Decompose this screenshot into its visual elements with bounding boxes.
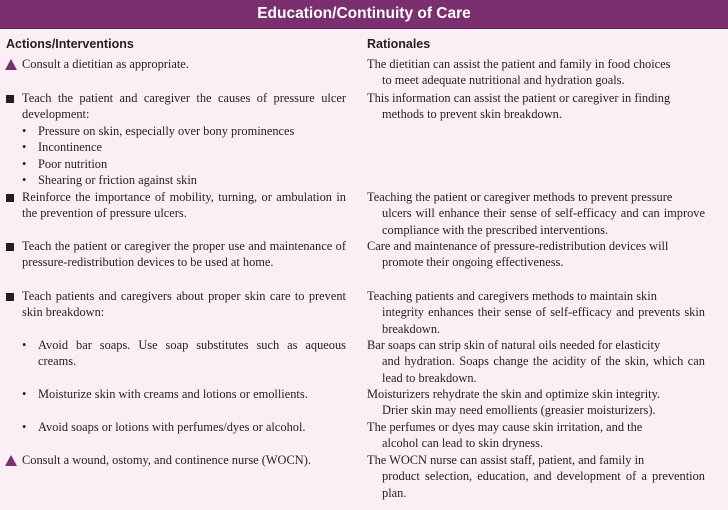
- rationale-text: The WOCN nurse can assist staff, patient, and family in product selection, education, and development of a prevention plan.: [367, 453, 705, 500]
- rationale-text: This information can assist the patient or caregiver in finding methods to prevent skin breakdown.: [367, 91, 671, 122]
- rationales-column-header: Rationales: [367, 37, 431, 51]
- action-text: Moisturize skin with creams and lotions or emollients.: [38, 387, 308, 401]
- section-header: Education/Continuity of Care: [0, 0, 728, 29]
- action-text: Teach the patient and caregiver the causes of pressure ulcer development: • Pressure on skin, especially over bony prominences • Incontinence • Poor nutrition • Shearing or friction against skin: [22, 91, 346, 188]
- square-bullet-icon: [6, 194, 14, 202]
- action-text: Avoid bar soaps. Use soap substitutes such as aqueous creams.: [38, 338, 346, 369]
- action-text: Teach patients and caregivers about proper skin care to prevent skin breakdown:: [22, 289, 346, 320]
- rationale-text: The dietitian can assist the patient and family in food choices to meet adequate nutritional and hydration goals.: [367, 57, 671, 88]
- rationale-text: Teaching the patient or caregiver methods to prevent pressure ulcers will enhance their sense of self-efficacy and can improve compliance with the prescribed interventions.: [367, 190, 705, 237]
- square-bullet-icon: [6, 243, 14, 251]
- triangle-bullet-icon: [5, 455, 17, 466]
- rationale-text: Moisturizers rehydrate the skin and optimize skin integrity. Drier skin may need emollients (greasier moisturizers).: [367, 387, 661, 418]
- rationale-text: Teaching patients and caregivers methods to maintain skin integrity enhances their sense of self-efficacy and prevents skin breakdown.: [367, 289, 705, 336]
- action-text: Reinforce the importance of mobility, turning, or ambulation in the prevention of pressure ulcers.: [22, 190, 346, 221]
- action-text: Consult a wound, ostomy, and continence nurse (WOCN).: [22, 453, 311, 467]
- rationale-text: Care and maintenance of pressure-redistribution devices will promote their ongoing effectiveness.: [367, 239, 669, 270]
- rationale-text: The perfumes or dyes may cause skin irritation, and the alcohol can lead to skin dryness.: [367, 420, 643, 451]
- rationale-text: Bar soaps can strip skin of natural oils needed for elasticity and hydration. Soaps change the acidity of the skin, which can lead to breakdown.: [367, 338, 705, 385]
- square-bullet-icon: [6, 293, 14, 301]
- square-bullet-icon: [6, 95, 14, 103]
- action-text: Avoid soaps or lotions with perfumes/dyes or alcohol.: [38, 420, 306, 434]
- list-item: • Poor nutrition: [22, 156, 108, 171]
- action-text: Consult a dietitian as appropriate.: [22, 57, 189, 71]
- list-item: • Shearing or friction against skin: [22, 173, 197, 188]
- actions-column-header: Actions/Interventions: [6, 37, 134, 51]
- list-item: • Incontinence: [22, 140, 102, 155]
- list-item: • Pressure on skin, especially over bony prominences: [22, 123, 295, 138]
- action-text: Teach the patient or caregiver the proper use and maintenance of pressure-redistribution devices to be used at home.: [22, 239, 346, 270]
- triangle-bullet-icon: [5, 59, 17, 70]
